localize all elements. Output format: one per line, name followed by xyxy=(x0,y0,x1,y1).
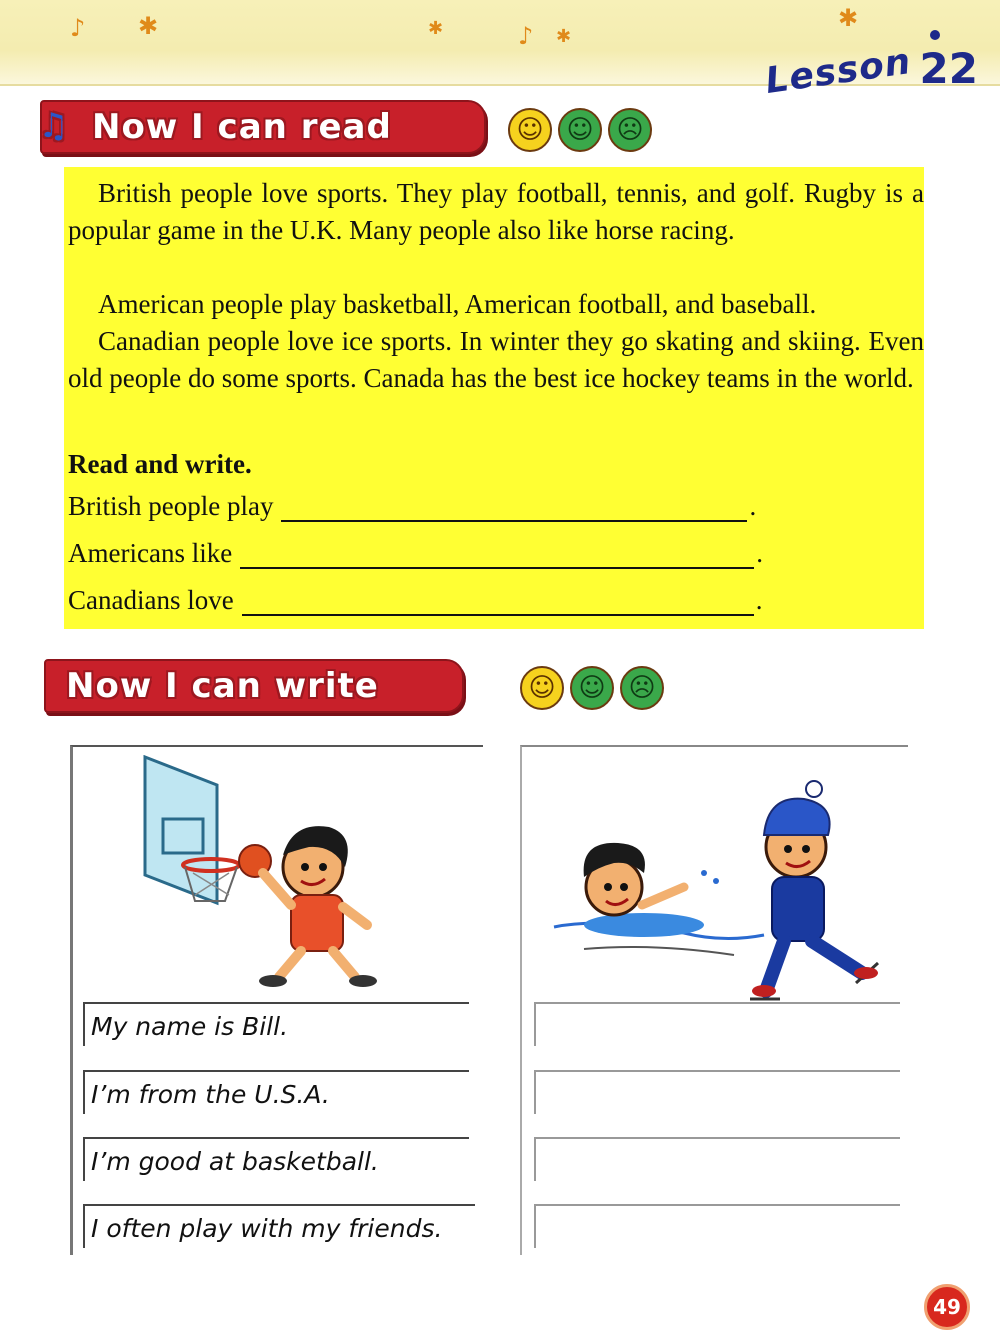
example-panel-bill xyxy=(70,745,483,1255)
example-line-4: I often play with my friends. xyxy=(83,1204,475,1248)
paragraph-canada: Canadian people love ice sports. In winter they go skating and skiing. Even old people do some sports. Canada has the best ice hockey teams in the world. xyxy=(68,326,924,393)
blank-write-line-2[interactable] xyxy=(534,1070,900,1114)
answer-blank-canadians[interactable] xyxy=(242,590,754,616)
star-icon: ✱ xyxy=(556,26,572,47)
period: . xyxy=(756,538,763,568)
example-line-3: I’m good at basketball. xyxy=(83,1137,469,1181)
swimming-skating-illustration xyxy=(544,777,904,1017)
answer-blank-british[interactable] xyxy=(281,496,747,522)
prompt-british: British people play xyxy=(68,491,274,521)
lesson-number xyxy=(920,44,978,93)
write-banner-text: Now I can write xyxy=(66,666,379,706)
prompt-americans: Americans like xyxy=(68,538,233,568)
music-note-icon: ♪ xyxy=(518,22,534,50)
neutral-face-icon[interactable]: ☺ xyxy=(558,108,602,152)
prompt-canadians: Canadians love xyxy=(68,585,234,615)
sad-face-icon[interactable]: ☹ xyxy=(608,108,652,152)
paragraph-america: American people play basketball, American football, and baseball. xyxy=(98,289,817,319)
lesson-number-text: 22 xyxy=(919,44,978,93)
exercise-title: Read and write. xyxy=(68,449,252,479)
blank-write-line-4[interactable] xyxy=(534,1204,900,1248)
happy-face-icon[interactable]: ☺ xyxy=(520,666,564,710)
basketball-player-illustration xyxy=(133,755,453,995)
fill-in-row-canadians xyxy=(68,585,762,616)
read-section-banner xyxy=(40,100,486,154)
page-number-badge: 49 xyxy=(924,1284,970,1330)
star-icon: ✱ xyxy=(428,18,444,39)
self-rating-faces-write xyxy=(520,666,664,710)
music-note-icon: ♪ xyxy=(70,14,86,42)
blank-write-line-1[interactable] xyxy=(534,1002,900,1046)
self-rating-faces-read xyxy=(508,108,652,152)
fill-in-row-british xyxy=(68,491,756,522)
paragraph-britain: British people love sports. They play football, tennis, and golf. Rugby is a popular game in the U.K. Many people also like horse racing. xyxy=(68,178,924,245)
happy-face-icon[interactable]: ☺ xyxy=(508,108,552,152)
read-banner-text: Now I can read xyxy=(92,107,392,147)
lesson-label: Lesson xyxy=(762,40,914,103)
reading-passage-box xyxy=(64,167,924,629)
sad-face-icon[interactable]: ☹ xyxy=(620,666,664,710)
example-line-1: My name is Bill. xyxy=(83,1002,469,1046)
fill-in-row-americans xyxy=(68,538,763,569)
neutral-face-icon[interactable]: ☺ xyxy=(570,666,614,710)
write-section-banner xyxy=(44,659,464,713)
lesson-heading xyxy=(762,40,978,103)
example-line-2: I’m from the U.S.A. xyxy=(83,1070,469,1114)
star-icon: ✱ xyxy=(138,12,159,40)
period: . xyxy=(749,491,757,521)
answer-blank-americans[interactable] xyxy=(240,543,754,569)
music-note-icon: ♫ xyxy=(38,106,70,146)
blank-write-line-3[interactable] xyxy=(534,1137,900,1181)
pin-icon xyxy=(930,30,940,40)
star-icon: ✱ xyxy=(838,4,859,32)
period: . xyxy=(755,585,763,615)
writing-panel-blank xyxy=(520,745,908,1255)
